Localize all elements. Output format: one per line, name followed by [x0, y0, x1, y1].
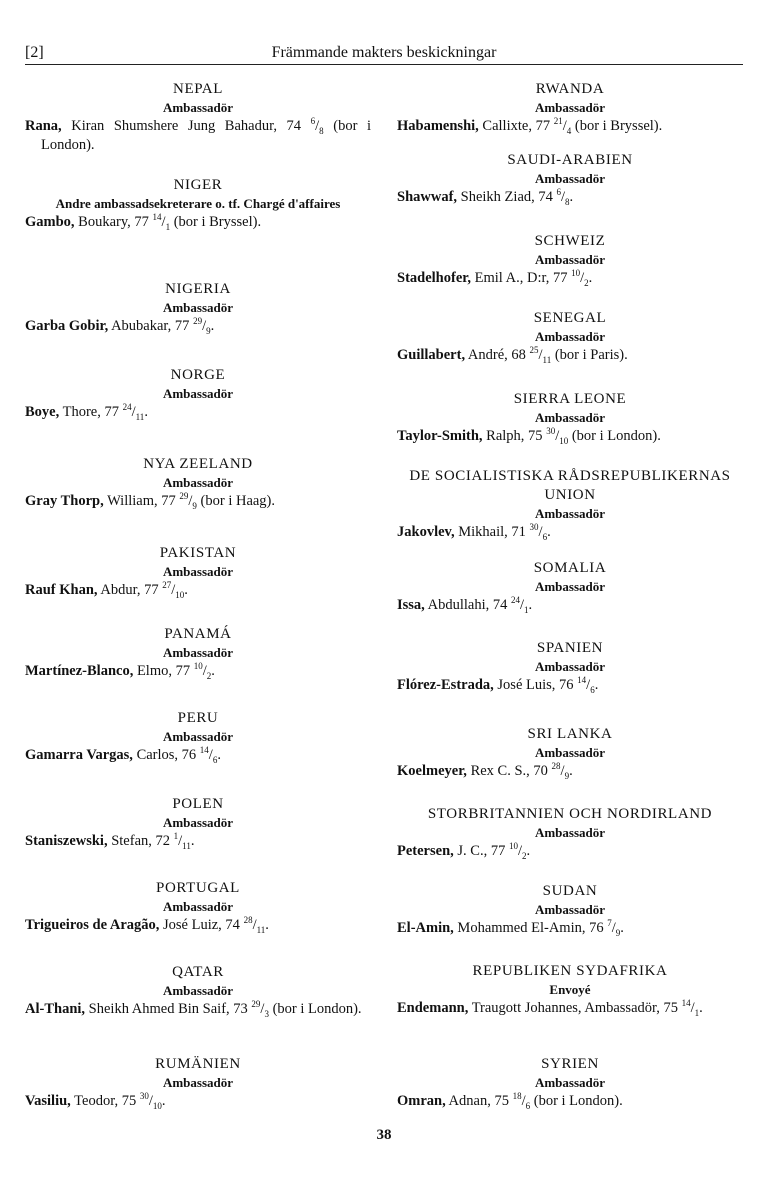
diplomat-surname: Gray Thorp, [25, 493, 104, 509]
country-block [25, 795, 371, 851]
diplomat-details: Abdur, 77 [97, 582, 163, 598]
country-name: QATAR [172, 964, 224, 980]
country-name: SRI LANKA [527, 726, 613, 742]
country-block [25, 1055, 371, 1111]
diplomat-surname: Rauf Khan, [25, 582, 98, 598]
country-block [397, 639, 743, 695]
diplomat-note: . [161, 1093, 166, 1109]
diplomat-surname: Habamenshi, [397, 118, 479, 134]
date-month: 2 [206, 670, 212, 681]
date-month: 1 [524, 604, 529, 615]
date-day: 10 [193, 661, 203, 672]
date-day: 28 [243, 915, 253, 926]
date-month: 9 [192, 500, 197, 511]
date-month: 10 [152, 1100, 162, 1111]
date-month: 10 [559, 435, 569, 446]
diplomatic-role: Ambassadör [162, 564, 234, 579]
diplomat-entry: Habamenshi, Callixte, 77 $^{21}/_4$ (bor i Bryssel). [397, 116, 663, 136]
date-month: 6 [542, 531, 548, 542]
country-name: SENEGAL [533, 310, 607, 326]
country-block [25, 544, 371, 600]
country-name: NEPAL [173, 81, 223, 97]
date-day: 10 [571, 268, 581, 279]
date-month: 11 [135, 411, 145, 422]
country-block [25, 625, 371, 681]
diplomat-details: Sheikh Ziad, 74 [457, 189, 557, 205]
diplomat-entry: Jakovlev, Mikhail, 71 $^{30}/_6$. [397, 522, 551, 542]
country-name: SAUDI-ARABIEN [507, 152, 633, 168]
diplomat-details: Thore, 77 [59, 404, 123, 420]
diplomat-details: Mikhail, 71 [454, 524, 530, 540]
diplomat-entry: Omran, Adnan, 75 $^{18}/_6$ (bor i London). [397, 1091, 623, 1111]
page-title: Främmande makters beskickningar [271, 44, 497, 61]
country-block [397, 309, 743, 365]
diplomat-entry: Garba Gobir, Abubakar, 77 $^{29}/_9$. [25, 316, 215, 336]
date-day: 25 [529, 345, 539, 356]
diplomat-details: Elmo, 77 [133, 663, 194, 679]
diplomat-details: Mohammed El-Amin, 76 [453, 920, 608, 936]
date-month: 10 [175, 589, 185, 600]
date-day: 29 [179, 491, 189, 502]
date-day: 30 [139, 1091, 149, 1102]
date-month: 6 [212, 754, 218, 765]
diplomat-note: . [620, 920, 624, 936]
country-block [25, 80, 371, 155]
diplomat-surname: Martínez-Blanco, [25, 663, 134, 679]
diplomat-note: . [526, 843, 531, 859]
diplomat-note: . [594, 677, 599, 693]
diplomatic-role: Ambassadör [534, 506, 606, 521]
date-month: 8 [319, 125, 324, 136]
diplomatic-role: Ambassadör [162, 729, 234, 744]
diplomat-entry: Stadelhofer, Emil A., D:r, 77 $^{10}/_2$. [397, 268, 593, 288]
diplomatic-role: Ambassadör [162, 386, 234, 401]
country-name: SYRIEN [541, 1056, 599, 1072]
diplomat-surname: Guillabert, [397, 347, 466, 363]
diplomat-note: (bor i Haag). [196, 493, 276, 509]
country-block [397, 80, 743, 136]
date-month: 11 [182, 840, 191, 851]
diplomatic-role: Ambassadör [162, 475, 234, 490]
country-name: RUMÄNIEN [155, 1056, 241, 1072]
diplomat-surname: Garba Gobir, [25, 318, 109, 334]
diplomat-note: . [588, 270, 593, 286]
diplomat-surname: Staniszewski, [25, 833, 108, 849]
country-block [397, 559, 743, 615]
country-block [397, 962, 743, 1018]
diplomat-surname: Gambo, [25, 214, 75, 230]
date-month: 9 [615, 927, 621, 938]
diplomatic-role: Ambassadör [162, 645, 234, 660]
country-name: NIGERIA [165, 281, 231, 297]
diplomat-entry: Endemann, Traugott Johannes, Ambassadör, 75 $^{14}/_1$. [397, 998, 703, 1018]
country-name: PANAMÁ [164, 626, 232, 642]
diplomat-surname: Jakovlev, [397, 524, 455, 540]
country-block [25, 280, 371, 336]
diplomat-note: . [210, 318, 215, 334]
diplomat-surname: Petersen, [397, 843, 454, 859]
diplomat-entry: Gamarra Vargas, Carlos, 76 $^{14}/_6$. [25, 745, 221, 765]
date-month: 1 [694, 1007, 700, 1018]
diplomatic-role: Andre ambassadsekreterare o. tf. Chargé d'affaires [55, 196, 341, 211]
diplomatic-role: Ambassadör [534, 100, 606, 115]
diplomat-note: (bor i London). [268, 1001, 362, 1017]
diplomatic-role: Ambassadör [162, 1075, 234, 1090]
country-block [397, 390, 743, 446]
country-name: SIERRA LEONE [513, 391, 627, 407]
date-day: 10 [508, 841, 518, 852]
diplomat-note: . [569, 763, 573, 779]
diplomatic-role: Ambassadör [534, 745, 606, 760]
date-day: 29 [193, 316, 203, 327]
diplomat-surname: Stadelhofer, [397, 270, 471, 286]
diplomatic-role: Ambassadör [162, 899, 234, 914]
diplomat-entry: Petersen, J. C., 77 $^{10}/_2$. [397, 841, 531, 861]
diplomat-details: Kiran Shumshere Jung Bahadur, 74 [61, 118, 311, 134]
diplomat-note: . [569, 189, 574, 205]
diplomat-entry: Vasiliu, Teodor, 75 $^{30}/_{10}$. [25, 1091, 166, 1111]
diplomat-details: Abdullahi, 74 [424, 597, 512, 613]
country-block [25, 709, 371, 765]
date-month: 2 [584, 277, 589, 288]
diplomat-note: . [699, 1000, 703, 1016]
diplomat-details: Rex C. S., 70 [466, 763, 552, 779]
country-name: DE SOCIALISTISKA RÅDSREPUBLIKERNAS UNION [409, 468, 731, 503]
country-block [397, 725, 743, 781]
date-month: 8 [565, 196, 570, 207]
country-name: POLEN [172, 796, 224, 812]
country-block [397, 467, 743, 542]
diplomat-details: Emil A., D:r, 77 [470, 270, 572, 286]
diplomat-entry: Guillabert, André, 68 $^{25}/_{11}$ (bor i Paris). [397, 345, 628, 365]
diplomat-details: Boukary, 77 [74, 214, 153, 230]
diplomat-surname: Endemann, [397, 1000, 469, 1016]
diplomat-details: André, 68 [465, 347, 530, 363]
country-name: SPANIEN [536, 640, 604, 656]
date-day: 14 [199, 745, 209, 756]
country-block [397, 805, 743, 861]
diplomat-details: José Luis, 76 [493, 677, 578, 693]
diplomat-surname: Omran, [397, 1093, 446, 1109]
diplomat-entry: Rana, Kiran Shumshere Jung Bahadur, 74 $^6/_8$ (bor i London). [25, 116, 372, 153]
diplomat-note: (bor i London). [568, 428, 661, 444]
date-month: 6 [590, 684, 595, 695]
country-block [25, 366, 371, 422]
diplomat-entry: Flórez-Estrada, José Luis, 76 $^{14}/_6$. [397, 675, 599, 695]
date-day: 6 [310, 116, 316, 127]
diplomat-note: (bor i Bryssel). [170, 214, 262, 230]
diplomat-note: . [265, 917, 269, 933]
diplomatic-role: Ambassadör [162, 100, 234, 115]
diplomatic-role: Ambassadör [534, 659, 606, 674]
date-day: 7 [607, 918, 612, 929]
country-name: NIGER [173, 177, 223, 193]
diplomatic-role: Ambassadör [534, 1075, 606, 1090]
diplomat-note: (bor i London). [41, 118, 372, 153]
date-month: 1 [165, 221, 171, 232]
diplomat-note: . [184, 582, 188, 598]
country-name: NORGE [170, 367, 226, 383]
diplomat-entry: Staniszewski, Stefan, 72 $^1/_{11}$. [25, 831, 195, 851]
diplomat-surname: Al-Thani, [25, 1001, 86, 1017]
diplomat-entry: Trigueiros de Aragão, José Luiz, 74 $^{28}/_{11}$. [25, 915, 269, 935]
date-day: 6 [556, 187, 562, 198]
country-name: PORTUGAL [156, 880, 240, 896]
date-day: 30 [546, 426, 556, 437]
diplomatic-role: Ambassadör [162, 815, 234, 830]
diplomat-note: (bor i London). [530, 1093, 623, 1109]
diplomatic-role: Ambassadör [534, 579, 606, 594]
date-month: 6 [525, 1100, 531, 1111]
date-day: 29 [251, 999, 261, 1010]
country-block [25, 455, 371, 511]
country-block [25, 963, 371, 1019]
country-name: SOMALIA [533, 560, 607, 576]
country-name: NYA ZEELAND [143, 456, 253, 472]
date-day: 18 [512, 1091, 522, 1102]
date-month: 3 [264, 1008, 269, 1019]
diplomat-details: William, 77 [103, 493, 180, 509]
diplomat-details: Stefan, 72 [107, 833, 174, 849]
diplomat-note: . [211, 663, 215, 679]
date-day: 24 [511, 595, 521, 606]
diplomat-entry: Al-Thani, Sheikh Ahmed Bin Saif, 73 $^{29}/_3$ (bor i London). [25, 999, 362, 1019]
diplomat-surname: Boye, [25, 404, 60, 420]
diplomatic-role: Ambassadör [534, 825, 606, 840]
diplomat-note: (bor i Bryssel). [571, 118, 663, 134]
country-block [397, 232, 743, 288]
diplomat-details: Traugott Johannes, Ambassadör, 75 [468, 1000, 682, 1016]
diplomat-entry: El-Amin, Mohammed El-Amin, 76 $^7/_9$. [397, 918, 624, 938]
diplomatic-role: Ambassadör [534, 329, 606, 344]
date-month: 2 [522, 850, 527, 861]
diplomat-entry: Taylor-Smith, Ralph, 75 $^{30}/_{10}$ (bor i London). [397, 426, 661, 446]
date-day: 14 [577, 675, 587, 686]
diplomatic-role: Envoyé [549, 982, 591, 997]
diplomat-entry: Boye, Thore, 77 $^{24}/_{11}$. [25, 402, 148, 422]
country-block [397, 882, 743, 938]
diplomat-details: J. C., 77 [453, 843, 509, 859]
page-header [25, 40, 743, 65]
diplomatic-role: Ambassadör [534, 252, 606, 267]
date-month: 9 [206, 325, 211, 336]
diplomat-surname: Taylor-Smith, [397, 428, 483, 444]
diplomat-surname: Koelmeyer, [397, 763, 467, 779]
country-name: REPUBLIKEN SYDAFRIKA [472, 963, 668, 979]
diplomat-entry: Gambo, Boukary, 77 $^{14}/_1$ (bor i Bryssel). [25, 212, 262, 232]
date-day: 14 [152, 212, 162, 223]
date-day: 1 [173, 831, 179, 842]
country-name: STORBRITANNIEN OCH NORDIRLAND [427, 806, 713, 822]
date-month: 4 [566, 125, 572, 136]
diplomat-note: . [144, 404, 148, 420]
diplomat-note: . [217, 747, 221, 763]
country-block [25, 879, 371, 935]
diplomatic-role: Ambassadör [162, 983, 234, 998]
diplomat-details: Callixte, 77 [478, 118, 554, 134]
country-name: PERU [177, 710, 219, 726]
date-month: 11 [256, 924, 266, 935]
diplomat-note: (bor i Paris). [551, 347, 628, 363]
diplomat-surname: Shawwaf, [397, 189, 458, 205]
diplomat-details: José Luiz, 74 [159, 917, 244, 933]
diplomatic-role: Ambassadör [534, 171, 606, 186]
date-day: 30 [529, 522, 539, 533]
diplomat-details: Sheikh Ahmed Bin Saif, 73 [85, 1001, 252, 1017]
diplomat-details: Ralph, 75 [482, 428, 547, 444]
diplomat-surname: El-Amin, [397, 920, 454, 936]
page-marker: [2] [25, 44, 44, 61]
country-block [25, 176, 371, 232]
date-day: 28 [551, 761, 561, 772]
diplomat-surname: Issa, [397, 597, 425, 613]
country-block [397, 151, 743, 207]
date-day: 14 [681, 998, 691, 1009]
diplomatic-role: Ambassadör [162, 300, 234, 315]
diplomat-surname: Vasiliu, [25, 1093, 71, 1109]
diplomat-surname: Rana, [25, 118, 62, 134]
diplomat-entry: Shawwaf, Sheikh Ziad, 74 $^6/_8$. [397, 187, 574, 207]
date-day: 21 [553, 116, 563, 127]
diplomat-entry: Rauf Khan, Abdur, 77 $^{27}/_{10}$. [25, 580, 188, 600]
diplomat-details: Carlos, 76 [132, 747, 200, 763]
country-name: PAKISTAN [159, 545, 237, 561]
diplomat-note: . [190, 833, 195, 849]
country-name: RWANDA [535, 81, 605, 97]
diplomat-details: Abubakar, 77 [108, 318, 194, 334]
diplomat-details: Teodor, 75 [70, 1093, 140, 1109]
diplomat-surname: Trigueiros de Aragão, [25, 917, 160, 933]
diplomatic-role: Ambassadör [534, 410, 606, 425]
diplomat-entry: Issa, Abdullahi, 74 $^{24}/_1$. [397, 595, 533, 615]
diplomat-details: Adnan, 75 [445, 1093, 513, 1109]
diplomat-surname: Gamarra Vargas, [25, 747, 133, 763]
date-month: 11 [542, 354, 552, 365]
country-name: SUDAN [542, 883, 598, 899]
page-number: 38 [376, 1127, 392, 1143]
country-name: SCHWEIZ [534, 233, 606, 249]
country-block [397, 1055, 743, 1111]
diplomatic-role: Ambassadör [534, 902, 606, 917]
diplomat-entry: Gray Thorp, William, 77 $^{29}/_9$ (bor i Haag). [25, 491, 276, 511]
diplomat-note: . [528, 597, 533, 613]
date-day: 27 [162, 580, 172, 591]
diplomat-entry: Koelmeyer, Rex C. S., 70 $^{28}/_9$. [397, 761, 573, 781]
diplomat-surname: Flórez-Estrada, [397, 677, 494, 693]
diplomat-note: . [547, 524, 551, 540]
diplomat-entry: Martínez-Blanco, Elmo, 77 $^{10}/_2$. [25, 661, 215, 681]
date-day: 24 [122, 402, 132, 413]
date-month: 9 [564, 770, 570, 781]
